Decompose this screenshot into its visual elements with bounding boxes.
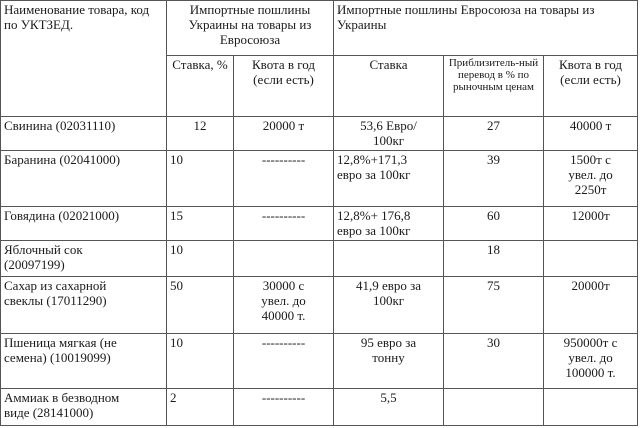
- ukr-quota-cell: [234, 241, 334, 277]
- ukr-rate-cell: 10: [167, 241, 234, 277]
- ukr-quota-cell: ----------: [234, 207, 334, 241]
- table-row: [1, 117, 638, 151]
- eu-quota-cell: 1500т с увел. до 2250т: [544, 151, 638, 207]
- eu-rate-cell: 12,8%+171,3 евро за 100кг: [334, 151, 444, 207]
- product-cell: Сахар из сахарной свеклы (17011290): [1, 276, 167, 333]
- eu-quota-cell: 20000т: [544, 276, 638, 333]
- eu-approx-cell: 30: [444, 334, 544, 389]
- table-row: [1, 334, 638, 389]
- header-ukr-group: Импортные пошлины Украины на товары из Евросоюза: [167, 1, 334, 56]
- eu-quota-cell: [544, 389, 638, 426]
- eu-rate-cell: 5,5: [334, 389, 444, 426]
- ukr-quota-cell: 20000 т: [234, 117, 334, 151]
- eu-approx-cell: 75: [444, 276, 544, 333]
- header-ukr-rate: Ставка, %: [167, 56, 234, 117]
- table-row: [1, 276, 638, 333]
- product-cell: Свинина (02031110): [1, 117, 167, 151]
- eu-approx-cell: 60: [444, 207, 544, 241]
- header-row-top: [1, 1, 638, 56]
- eu-approx-cell: 18: [444, 241, 544, 277]
- eu-quota-cell: 12000т: [544, 207, 638, 241]
- eu-rate-cell: 12,8%+ 176,8 евро за 100кг: [334, 207, 444, 241]
- ukr-rate-cell: 50: [167, 276, 234, 333]
- eu-quota-cell: 40000 т: [544, 117, 638, 151]
- ukr-quota-cell: ----------: [234, 389, 334, 426]
- header-product: Наименование товара, код по УКТЗЕД.: [1, 1, 167, 117]
- eu-approx-cell: [444, 389, 544, 426]
- eu-rate-cell: 53,6 Евро/ 100кг: [334, 117, 444, 151]
- ukr-rate-cell: 10: [167, 151, 234, 207]
- eu-approx-cell: 27: [444, 117, 544, 151]
- header-eu-approx: Приблизитель-ный перевод в % по рыночным ценам: [444, 56, 544, 117]
- table-row: [1, 151, 638, 207]
- ukr-rate-cell: 12: [167, 117, 234, 151]
- ukr-rate-cell: 15: [167, 207, 234, 241]
- ukr-quota-cell: ----------: [234, 334, 334, 389]
- table-row: [1, 241, 638, 277]
- table-row: [1, 389, 638, 426]
- eu-quota-cell: [544, 241, 638, 277]
- header-eu-group: Импортные пошлины Евросоюза на товары из Украины: [334, 1, 638, 56]
- product-cell: Пшеница мягкая (не семена) (10019099): [1, 334, 167, 389]
- header-ukr-quota: Квота в год (если есть): [234, 56, 334, 117]
- eu-rate-cell: [334, 241, 444, 277]
- ukr-quota-cell: ----------: [234, 151, 334, 207]
- ukr-rate-cell: 2: [167, 389, 234, 426]
- product-cell: Баранина (02041000): [1, 151, 167, 207]
- eu-rate-cell: 41,9 евро за 100кг: [334, 276, 444, 333]
- table-row: [1, 207, 638, 241]
- product-cell: Яблочный сок (20097199): [1, 241, 167, 277]
- ukr-quota-cell: 30000 с увел. до 40000 т.: [234, 276, 334, 333]
- ukr-rate-cell: 10: [167, 334, 234, 389]
- product-cell: Аммиак в безводном виде (28141000): [1, 389, 167, 426]
- eu-rate-cell: 95 евро за тонну: [334, 334, 444, 389]
- header-eu-rate: Ставка: [334, 56, 444, 117]
- header-eu-quota: Квота в год (если есть): [544, 56, 638, 117]
- eu-approx-cell: 39: [444, 151, 544, 207]
- product-cell: Говядина (02021000): [1, 207, 167, 241]
- eu-quota-cell: 950000т с увел. до 100000 т.: [544, 334, 638, 389]
